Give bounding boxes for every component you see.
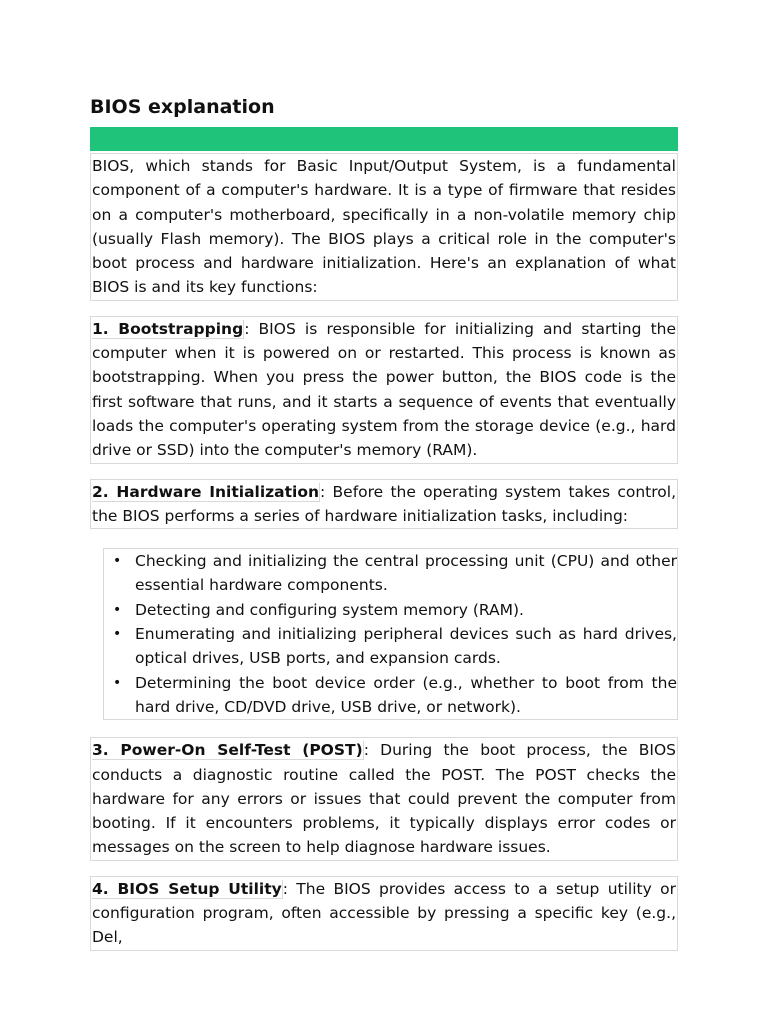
hardware-task-list	[103, 548, 678, 720]
section-bootstrapping	[90, 316, 678, 464]
intro-paragraph: BIOS, which stands for Basic Input/Output System, is a fundamental component of a computer's hardware. It is a type of firmware that resides on a computer's motherboard, specifically in a non-volatile memory chip (usually Flash memory). The BIOS plays a critical role in the computer's boot process and hardware initialization. Here's an explanation of what BIOS is and its key functions:	[90, 153, 678, 301]
bullet-icon: •	[113, 553, 122, 570]
bullet-icon: •	[113, 626, 122, 643]
list-item-text: Detecting and configuring system memory (RAM).	[135, 600, 524, 619]
section-text: : The BIOS provides access to a setup utility or configuration program, often accessible by pressing a specific key (e.g., Del,	[92, 879, 676, 947]
document-page	[90, 94, 678, 951]
list-item	[104, 671, 677, 720]
section-post	[90, 737, 678, 860]
bullet-icon: •	[113, 601, 122, 618]
section-heading: 4. BIOS Setup Utility	[92, 879, 282, 898]
section-heading: 1. Bootstrapping	[92, 319, 244, 338]
list-item	[104, 549, 677, 598]
section-heading: 3. Power-On Self-Test (POST)	[92, 741, 363, 760]
list-item	[104, 622, 677, 671]
title-accent-bar	[90, 127, 678, 151]
section-bios-setup-utility	[90, 876, 678, 951]
section-text: : BIOS is responsible for initializing and starting the computer when it is powered on or restarted. This process is known as bootstrapping. When you press the power button, the BIOS code is the first software that runs, and it starts a sequence of events that eventually loads the computer's operating system from the storage device (e.g., hard drive or SSD) into the computer's memory (RAM).	[92, 319, 677, 460]
list-item	[104, 598, 677, 622]
section-text: : Before the operating system takes control, the BIOS performs a series of hardware initialization tasks, including:	[92, 482, 676, 525]
list-item-text: Determining the boot device order (e.g., whether to boot from the hard drive, CD/DVD drive, USB drive, or network).	[135, 673, 677, 716]
bullet-icon: •	[113, 674, 122, 691]
list-item-text: Enumerating and initializing peripheral devices such as hard drives, optical drives, USB ports, and expansion cards.	[135, 625, 677, 668]
page-title: BIOS explanation	[90, 96, 275, 118]
list-item-text: Checking and initializing the central processing unit (CPU) and other essential hardware components.	[135, 552, 677, 595]
section-heading: 2. Hardware Initialization	[92, 482, 320, 501]
section-hardware-initialization	[90, 479, 678, 530]
section-text: : During the boot process, the BIOS conducts a diagnostic routine called the POST. The POST checks the hardware for any errors or issues that could prevent the computer from booting. If it encounters problems, it typically displays error codes or messages on the screen to help diagnose hardware issues.	[92, 741, 676, 857]
